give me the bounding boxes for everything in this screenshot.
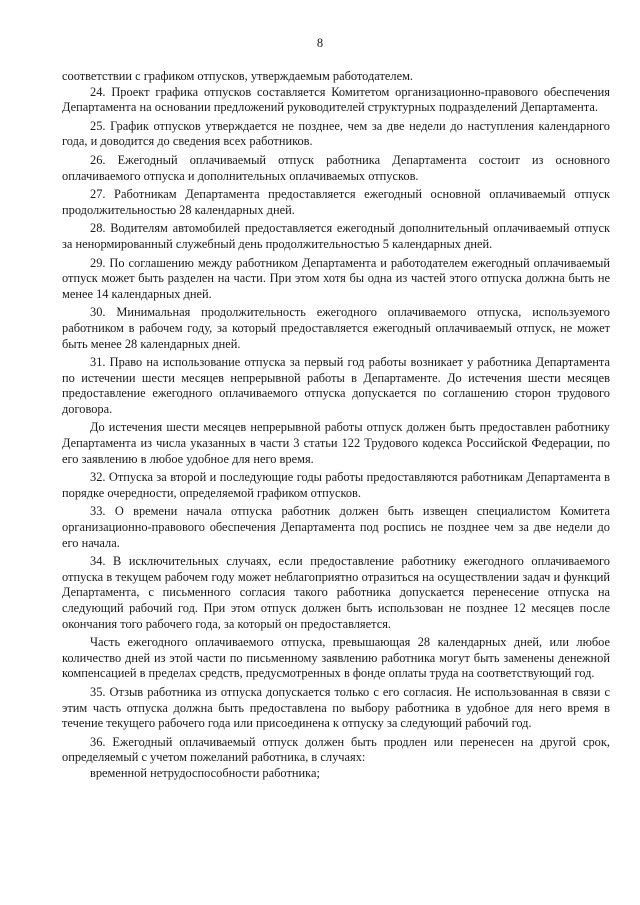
paragraph-31-addendum: До истечения шести месяцев непрерывной работы отпуск должен быть предоставлен работнику Департамента из числа указанных в части 3 статьи 122 Трудового кодекса Российской Федерации, по его заявлению в любое удобное для него время. — [62, 420, 610, 466]
document-body — [62, 69, 610, 782]
paragraph-27: 27. Работникам Департамента предоставляется ежегодный основной оплачиваемый отпуск продолжительностью 28 календарных дней. — [62, 187, 610, 217]
page-number: 8 — [316, 36, 324, 50]
paragraph-36: 36. Ежегодный оплачиваемый отпуск должен быть продлен или перенесен на другой срок, определяемый с учетом пожеланий работника, в случаях: — [62, 734, 610, 765]
paragraph-36-item: временной нетрудоспособности работника; — [90, 765, 320, 780]
paragraph-33: 33. О времени начала отпуска работник должен быть извещен специалистом Комитета организационно-правового обеспечения Департамента под роспись не позднее чем за две недели до его начала. — [62, 504, 610, 550]
paragraph-31: 31. Право на использование отпуска за первый год работы возникает у работника Департамента по истечении шести месяцев непрерывной работы в Департаменте. До истечения шести месяцев предоставление ежегодного оплачиваемого отпуска допускается по соглашению сторон трудового договора. — [62, 355, 610, 416]
paragraph-30: 30. Минимальная продолжительность ежегодного оплачиваемого отпуска, используемого работником в рабочем году, за который предоставляется ежегодный оплачиваемый отпуск, не может быть менее 28 календарных дней. — [62, 305, 610, 351]
paragraph-32: 32. Отпуска за второй и последующие годы работы предоставляются работникам Департамента в порядке очередности, определяемой графиком отпусков. — [62, 470, 610, 500]
paragraph-34-addendum: Часть ежегодного оплачиваемого отпуска, превышающая 28 календарных дней, или любое количество дней из этой части по письменному заявлению работника могут быть заменены денежной компенсацией в пределах средств, предусмотренных в фонде оплаты труда на соответствующий год. — [62, 635, 610, 681]
paragraph-35: 35. Отзыв работника из отпуска допускается только с его согласия. Не использованная в связи с этим часть отпуска должна быть предоставлена по выбору работника в удобное для него время в течение текущего рабочего года или присоединена к отпуску за следующий рабочий год. — [62, 684, 610, 731]
paragraph-24: 24. Проект графика отпусков составляется Комитетом организационно-правового обеспечения Департамента на основании предложений руководителей структурных подразделений Департамента. — [62, 84, 610, 115]
paragraph-continuation: соответствии с графиком отпусков, утверждаемым работодателем. — [62, 69, 414, 83]
paragraph-26: 26. Ежегодный оплачиваемый отпуск работника Департамента состоит из основного оплачиваемого отпуска и дополнительных оплачиваемых отпусков. — [62, 152, 610, 183]
paragraph-29: 29. По соглашению между работником Департамента и работодателем ежегодный оплачиваемый отпуск может быть разделен на части. При этом хотя бы одна из частей этого отпуска должна быть не менее 14 календарных дней. — [62, 255, 610, 301]
paragraph-34: 34. В исключительных случаях, если предоставление работнику ежегодного оплачиваемого отпуска в текущем рабочем году может неблагоприятно отразиться на осуществлении задач и функций Департамента, с письменного согласия такого работника допускается перенесение отпуска на следующий рабочий год. При этом отпуск должен быть использован не позднее 12 месяцев после окончания того рабочего года, за который он предоставляется. — [62, 554, 610, 631]
paragraph-25: 25. График отпусков утверждается не позднее, чем за две недели до наступления календарного года, и доводится до сведения всех работников. — [62, 118, 610, 149]
paragraph-28: 28. Водителям автомобилей предоставляется ежегодный дополнительный оплачиваемый отпуск за ненормированный служебный день продолжительностью 5 календарных дней. — [62, 221, 610, 251]
